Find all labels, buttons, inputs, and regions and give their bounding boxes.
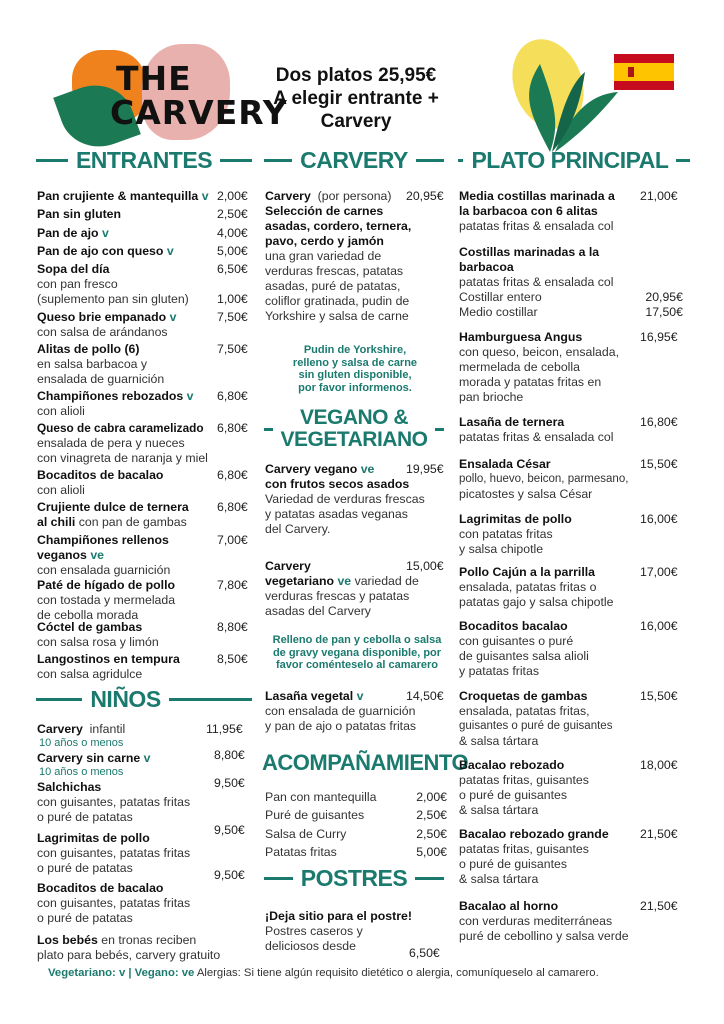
item-price: 11,95€ <box>206 722 243 736</box>
heading-carvery <box>264 147 444 173</box>
leaf-decoration-icon <box>510 34 620 154</box>
item-price: 7,00€ <box>217 533 248 547</box>
menu-item: Pollo Cajún a la parrilla ensalada, patatas fritas o patatas gajo y salsa chipotle <box>459 565 614 609</box>
menu-item: Los bebés en tronas reciben plato para bebés, carvery gratuito <box>37 933 221 962</box>
menu-item: Pan de ajo con queso v <box>37 244 174 258</box>
footer-note <box>48 966 688 981</box>
menu-item: Lagrimitas de pollo con patatas fritas y salsa chipotle <box>459 512 572 556</box>
side-row: Pan con mantequilla 2,00€ <box>265 790 447 804</box>
item-price: 1,00€ <box>217 292 248 306</box>
spanish-flag-icon[interactable] <box>614 54 674 90</box>
item-price: 5,00€ <box>217 244 248 258</box>
menu-item: Carvery sin carne v 10 años o menos <box>37 751 151 778</box>
item-price: 6,50€ <box>217 262 248 276</box>
menu-item: Langostinos en tempura con salsa agridulce <box>37 652 180 681</box>
item-price: 6,80€ <box>217 500 248 514</box>
item-price: 9,50€ <box>214 823 245 837</box>
menu-item: Queso de cabra caramelizado ensalada de pera y nueces con vinagreta de naranja y miel <box>37 421 208 465</box>
carvery-item: Carvery (por persona) Selección de carnes asadas, cordero, ternera, pavo, cerdo y jamón una gran variedad de verduras frescas, patatas asadas, puré de patatas, coliflor gratinada, pudin de Yorkshire y salsa de carne <box>265 189 412 323</box>
logo <box>40 40 288 150</box>
side-row: Salsa de Curry 2,50€ <box>265 827 447 841</box>
vegano-note: Relleno de pan y cebolla o salsa de gravy vegana disponible, por favor coménteselo al camarero <box>272 634 442 671</box>
menu-item: Carvery infantil 10 años o menos <box>37 722 126 749</box>
menu-item: Champiñones rebozados v con alioli <box>37 389 194 418</box>
heading-postres <box>264 865 444 891</box>
item-price: 18,00€ <box>640 758 678 772</box>
heading-entrantes-text: ENTRANTES <box>75 147 213 173</box>
item-price: 21,50€ <box>640 827 678 841</box>
side-row: Puré de guisantes 2,50€ <box>265 808 447 822</box>
vegano-item: Carvery vegano ve con frutos secos asados Variedad de verduras frescas y patatas asadas veganas del Carvery. <box>265 462 425 536</box>
item-price: 8,80€ <box>214 748 245 762</box>
item-price: 15,50€ <box>640 689 678 703</box>
item-price: 6,80€ <box>217 421 248 435</box>
heading-principal <box>458 147 690 173</box>
carvery-note: Pudin de Yorkshire, relleno y salsa de carne sin gluten disponible, por favor informenos. <box>292 344 418 394</box>
side-row: Patatas fritas 5,00€ <box>265 845 447 859</box>
item-price: 7,50€ <box>217 342 248 356</box>
menu-item: Champiñones rellenos veganos ve con ensalada guarnición <box>37 533 171 577</box>
heading-carvery-text: CARVERY <box>300 147 408 173</box>
menu-item: Ensalada César pollo, huevo, beicon, parmesano, picatostes y salsa César <box>459 457 629 501</box>
menu-item: Pan de ajo v <box>37 226 109 240</box>
item-price: 4,00€ <box>217 226 248 240</box>
allergy-note: Alergias: Si tiene algún requisito dietético o alergia, comuníqueselo al camarero. <box>196 967 599 979</box>
item-price: 15,50€ <box>640 457 678 471</box>
item-price: 17,00€ <box>640 565 678 579</box>
menu-item: Lagrimitas de pollo con guisantes, patatas fritas o puré de patatas <box>37 831 191 875</box>
item-price: 2,00€ <box>217 189 248 203</box>
menu-item: Queso brie empanado v con salsa de arándanos <box>37 310 177 339</box>
logo-line2: CARVERY <box>110 93 288 132</box>
menu-item: Bocaditos de bacalao con guisantes, patatas fritas o puré de patatas <box>37 881 191 925</box>
vegano-item: Carvery vegetariano ve variedad de verduras frescas y patatas asadas del Carvery <box>265 559 419 618</box>
menu-item: Bocaditos de bacalao con alioli <box>37 468 164 497</box>
menu-item: Pan crujiente & mantequilla v <box>37 189 209 203</box>
menu-item: Bacalao rebozado patatas fritas, guisantes o puré de guisantes & salsa tártara <box>459 758 589 817</box>
item-price: 16,00€ <box>640 619 678 633</box>
item-price: 9,50€ <box>214 868 245 882</box>
heading-principal-text: PLATO PRINCIPAL <box>471 147 669 173</box>
menu-item: Cóctel de gambas con salsa rosa y limón <box>37 620 159 649</box>
menu-item: Bacalao rebozado grande patatas fritas, guisantes o puré de guisantes & salsa tártara <box>459 827 609 886</box>
menu-item: Paté de hígado de pollo con tostada y mermelada de cebolla morada <box>37 578 176 622</box>
item-price: 6,80€ <box>217 389 248 403</box>
item-price: 20,95€ <box>406 189 444 203</box>
menu-item: Salchichas con guisantes, patatas fritas o puré de patatas <box>37 780 191 824</box>
item-price: 19,95€ <box>406 462 444 476</box>
heading-acompanamiento-text: ACOMPAÑAMIENTO <box>262 750 469 775</box>
heading-acompanamiento <box>262 750 469 775</box>
item-price: 7,50€ <box>217 310 248 324</box>
promo-line1: Dos platos 25,95€ <box>275 65 437 86</box>
promo-line3: Carvery <box>320 111 392 132</box>
postres-item: ¡Deja sitio para el postre! Postres caseros y deliciosos desde <box>265 909 412 953</box>
menu-item: Bacalao al horno con verduras mediterráneas puré de cebollino y salsa verde <box>459 899 629 943</box>
menu-item: Costillas marinadas a la barbacoa patatas fritas & ensalada col Costillar entero 20,95€ Medio costillar 17,50€ <box>459 245 683 319</box>
heading-ninos-text: NIÑOS <box>90 686 161 712</box>
heading-vegano-line2: VEGETARIANO <box>280 428 428 451</box>
heading-vegano <box>264 407 444 451</box>
item-price: 8,80€ <box>217 620 248 634</box>
item-price: 21,00€ <box>640 189 678 203</box>
item-price: 16,80€ <box>640 415 678 429</box>
item-price: 16,00€ <box>640 512 678 526</box>
logo-line1: THE <box>116 59 192 98</box>
item-price: 9,50€ <box>214 776 245 790</box>
item-price: 14,50€ <box>406 689 444 703</box>
item-price: 16,95€ <box>640 330 678 344</box>
item-price: 6,80€ <box>217 468 248 482</box>
menu-item: Sopa del día con pan fresco (suplemento pan sin gluten) <box>37 262 189 306</box>
heading-entrantes <box>36 147 252 173</box>
heading-postres-text: POSTRES <box>300 865 408 891</box>
menu-item: Pan sin gluten <box>37 207 122 221</box>
menu-item: Bocaditos bacalao con guisantes o puré de guisantes salsa alioli y patatas fritas <box>459 619 589 678</box>
menu-item: Crujiente dulce de ternera al chili con pan de gambas <box>37 500 189 529</box>
item-price: 8,50€ <box>217 652 248 666</box>
item-price: 2,50€ <box>217 207 248 221</box>
promo-text <box>258 64 454 133</box>
menu-item: Alitas de pollo (6) en salsa barbacoa y ensalada de guarnición <box>37 342 165 386</box>
item-price: 7,80€ <box>217 578 248 592</box>
item-price: 21,50€ <box>640 899 678 913</box>
menu-item: Hamburguesa Angus con queso, beicon, ensalada, mermelada de cebolla morada y patatas fritas en pan brioche <box>459 330 619 404</box>
heading-vegano-line1: VEGANO & <box>299 406 408 429</box>
menu-item: Media costillas marinada a la barbacoa con 6 alitas patatas fritas & ensalada col <box>459 189 615 233</box>
heading-ninos <box>36 686 252 712</box>
promo-line2: A elegir entrante + <box>273 88 439 109</box>
item-price: 6,50€ <box>409 946 440 960</box>
vegano-item: Lasaña vegetal v con ensalada de guarnición y pan de ajo o patatas fritas <box>265 689 417 733</box>
item-price: 15,00€ <box>406 559 444 573</box>
diet-legend: Vegetariano: v | Vegano: ve <box>48 967 195 979</box>
menu-item: Lasaña de ternera patatas fritas & ensalada col <box>459 415 614 444</box>
menu-item: Croquetas de gambas ensalada, patatas fritas, guisantes o puré de guisantes & salsa tártara <box>459 689 613 748</box>
